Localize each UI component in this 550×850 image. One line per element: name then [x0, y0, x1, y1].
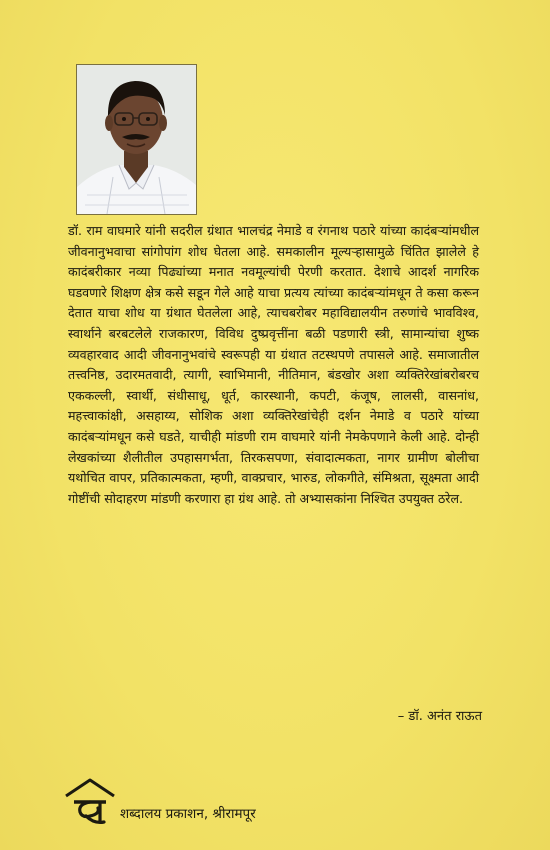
publisher-block [60, 770, 360, 830]
shabdalay-logo-icon [60, 770, 120, 830]
author-portrait-icon [77, 65, 196, 214]
author-photo [76, 64, 197, 215]
blurb-text [68, 221, 479, 509]
publisher-name: शब्दालय प्रकाशन, श्रीरामपूर [120, 806, 256, 822]
blurb-paragraph: डॉ. राम वाघमारे यांनी सदरील ग्रंथात भालचंद्र नेमाडे व रंगनाथ पठारे यांच्या कादंबऱ्यांमधील जीवनानुभवाचा सांगोपांग शोध घेतला आहे. समकालीन मूल्यऱ्हासामुळे चिंतित झालेले हे कादंबरीकार नव्या पिढ्यांच्या मनात नवमूल्यांची पेरणी करतात. देशाचे आदर्श नागरिक घडवणारे शिक्षण क्षेत्र कसे सडून गेले आहे याचा प्रत्यय त्यांच्या कादंबऱ्यांमधून ते कसा करून देतात याचा शोध या ग्रंथात घेतलेला आहे, त्याचबरोबर महाविद्यालयीन तरुणांचे भावविश्व, स्वार्थाने बरबटलेले राजकारण, विविध दुष्प्रवृत्तींना बळी पडणारी स्त्री, सामान्यांचा शुष्क व्यवहारवाद आदी जीवनानुभवांचे स्वरूपही या ग्रंथात तटस्थपणे तपासले आहे. समाजातील तत्त्वनिष्ठ, उदारमतवादी, त्यागी, स्वाभिमानी, नीतिमान, बंडखोर अशा व्यक्तिरेखांबरोबरच एककल्ली, स्वार्थी, संधीसाधू, धूर्त, कारस्थानी, कपटी, कंजूष, लालसी, वासनांध, महत्त्वाकांक्षी, असहाय्य, सोशिक अशा व्यक्तिरेखांचेही दर्शन नेमाडे व पठारे यांच्या कादंबऱ्यांमधून कसे घडते, याचीही मांडणी राम वाघमारे यांनी नेमकेपणाने केली आहे. दोन्ही लेखकांच्या शैलीतील उपहासगर्भता, तिरकसपणा, संवादात्मकता, नागर ग्रामीण बोलीचा यथोचित वापर, प्रतिकात्मकता, म्हणी, वाक्प्रचार, भारुड, लोकगीते, संमिश्रता, सूक्ष्मता आदी गोष्टींची सोदाहरण मांडणी करणारा हा ग्रंथ आहे. तो अभ्यासकांना निश्चित उपयुक्त ठरेल. [68, 223, 479, 506]
author-signoff: – डॉ. अनंत राऊत [397, 709, 482, 724]
